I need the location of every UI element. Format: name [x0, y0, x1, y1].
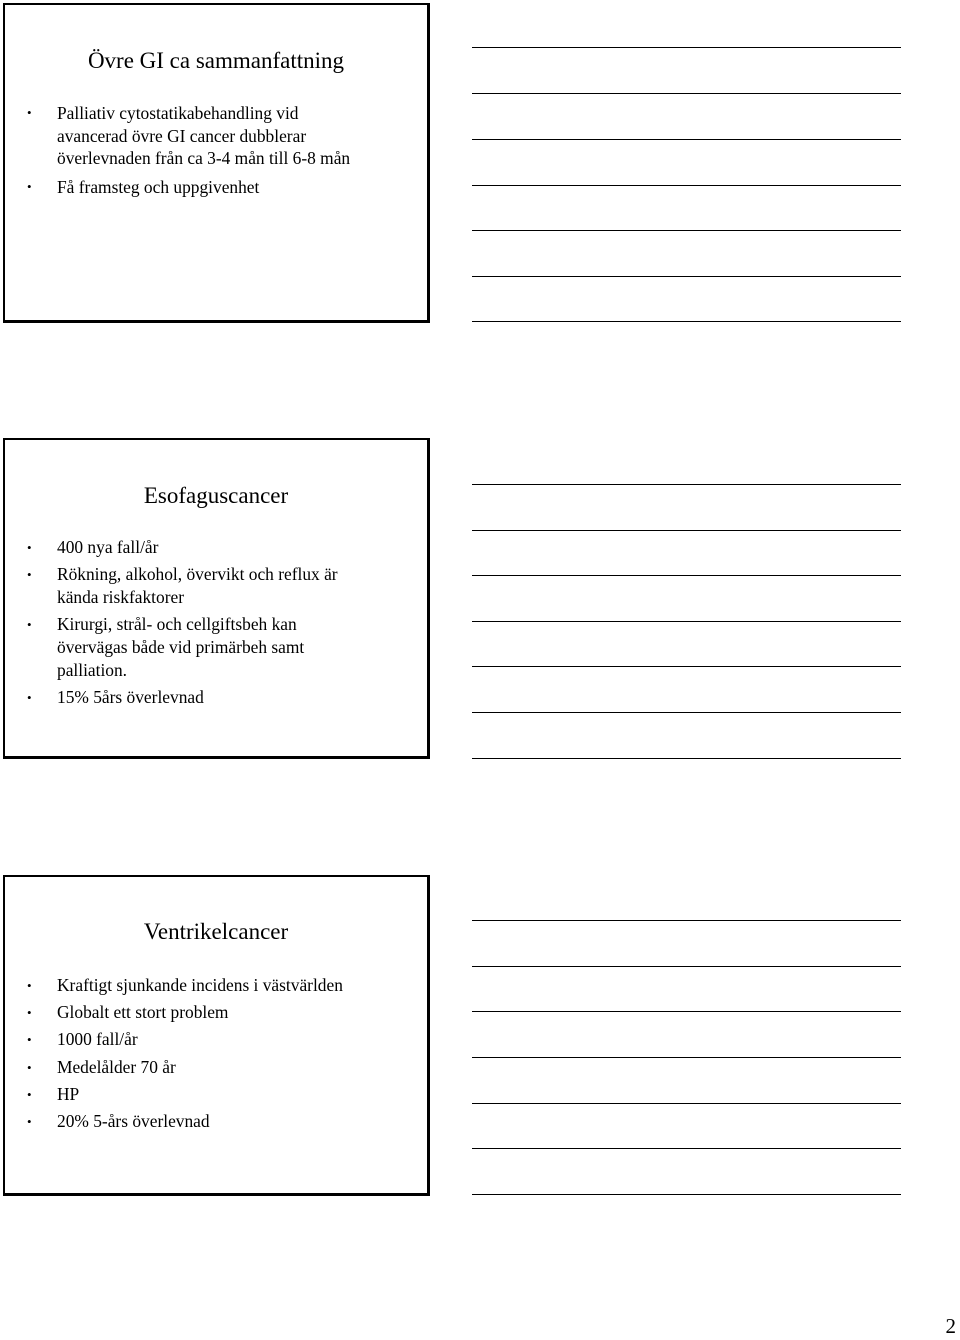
- slide-1: [3, 3, 430, 323]
- note-line: [472, 966, 901, 967]
- bullet-item: • 20% 5-års överlevnad: [27, 1108, 419, 1135]
- bullet-item: • Globalt ett stort problem: [27, 999, 419, 1026]
- bullet-item: • HP: [27, 1081, 419, 1108]
- note-line: [472, 1103, 901, 1104]
- note-line: [472, 920, 901, 921]
- note-line: [472, 321, 901, 322]
- note-line: [472, 575, 901, 576]
- note-line: [472, 758, 901, 759]
- bullet-item: • Medelålder 70 år: [27, 1054, 419, 1081]
- slide-title: Övre GI ca sammanfattning: [87, 48, 345, 73]
- bullet-item: • 15% 5års överlevnad: [27, 686, 419, 709]
- note-line: [472, 484, 901, 485]
- bullet-item: • Kraftigt sjunkande incidens i västvärlden: [27, 972, 419, 999]
- bullet-list: [27, 536, 419, 709]
- note-line: [472, 139, 901, 140]
- note-line: [472, 1057, 901, 1058]
- bullet-item: • Rökning, alkohol, övervikt och reflux är kända riskfaktorer: [27, 563, 419, 609]
- note-line: [472, 621, 901, 622]
- page-number: 2: [945, 1314, 956, 1338]
- bullet-list: [27, 102, 419, 198]
- note-line: [472, 47, 901, 48]
- bullet-item: • Kirurgi, strål- och cellgiftsbeh kan övervägas både vid primärbeh samt palliation.: [27, 613, 419, 682]
- bullet-item: • Få framsteg och uppgivenhet: [27, 176, 419, 199]
- bullet-item: • 400 nya fall/år: [27, 536, 419, 559]
- slide-title: Ventrikelcancer: [143, 919, 289, 944]
- note-line: [472, 1148, 901, 1149]
- bullet-item: • Palliativ cytostatikabehandling vid avancerad övre GI cancer dubblerar överlevnaden från ca 3-4 mån till 6-8 mån: [27, 102, 419, 170]
- bullet-list: [27, 972, 419, 1135]
- note-line: [472, 93, 901, 94]
- note-line: [472, 666, 901, 667]
- slide-title: Esofaguscancer: [143, 483, 289, 508]
- note-line: [472, 1194, 901, 1195]
- note-line: [472, 185, 901, 186]
- slide-3: [3, 875, 430, 1196]
- note-line: [472, 530, 901, 531]
- note-line: [472, 276, 901, 277]
- note-line: [472, 1011, 901, 1012]
- slide-2: [3, 438, 430, 759]
- note-line: [472, 712, 901, 713]
- note-line: [472, 230, 901, 231]
- bullet-item: • 1000 fall/år: [27, 1026, 419, 1053]
